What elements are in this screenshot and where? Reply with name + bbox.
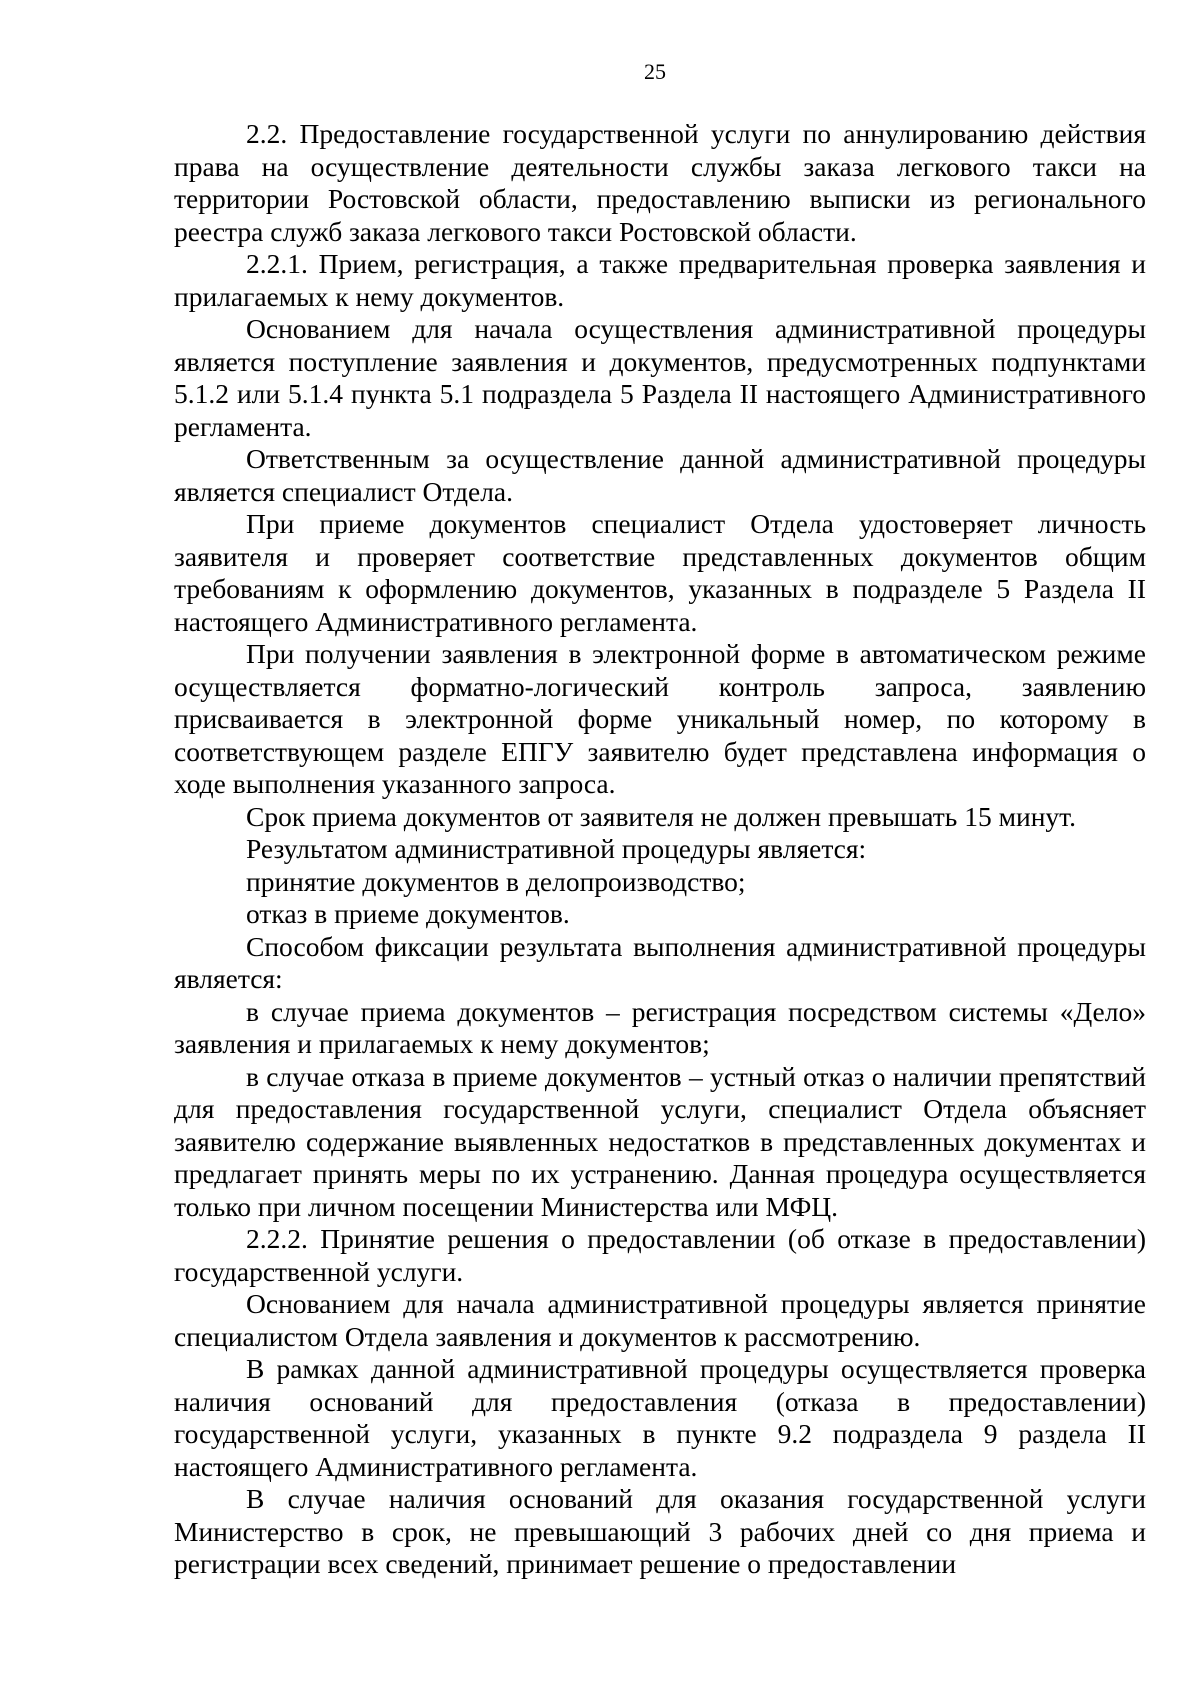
paragraph-2-2-1-heading: 2.2.1. Прием, регистрация, а также предварительная проверка заявления и прилагаемых к нему документов.: [174, 248, 1146, 312]
paragraph: В случае наличия оснований для оказания государственной услуги Министерство в срок, не превышающий 3 рабочих дней со дня приема и регистрации всех сведений, принимает решение о предоставлении: [174, 1483, 1146, 1579]
document-body: [174, 118, 1146, 1581]
paragraph: Способом фиксации результата выполнения административной процедуры является:: [174, 930, 1146, 994]
list-item: принятие документов в делопроизводство;: [246, 865, 746, 897]
paragraph: При получении заявления в электронной форме в автоматическом режиме осуществляется форматно-логический контроль запроса, заявлению присваивается в электронной форме уникальный номер, по которому в соответствующем разделе ЕПГУ заявителю будет представлена информация о ходе выполнения указанного запроса.: [174, 638, 1146, 799]
page-number: 25: [644, 59, 666, 84]
paragraph: В рамках данной административной процедуры осуществляется проверка наличия оснований для предоставления (отказа в предоставлении) государственной услуги, указанных в пункте 9.2 подраздела 9 раздела II настоящего Административного регламента.: [174, 1353, 1146, 1482]
paragraph-2-2-2-heading: 2.2.2. Принятие решения о предоставлении (об отказе в предоставлении) государственной услуги.: [174, 1223, 1146, 1287]
paragraph: Срок приема документов от заявителя не должен превышать 15 минут.: [246, 800, 1076, 832]
paragraph: Основанием для начала административной процедуры является принятие специалистом Отдела заявления и документов к рассмотрению.: [174, 1288, 1146, 1352]
list-item: отказ в приеме документов.: [246, 898, 570, 929]
paragraph: в случае приема документов – регистрация посредством системы «Дело» заявления и прилагаемых к нему документов;: [174, 995, 1146, 1059]
paragraph: в случае отказа в приеме документов – устный отказ о наличии препятствий для предоставления государственной услуги, специалист Отдела объясняет заявителю содержание выявленных недостатков в представленных документах и предлагает принять меры по их устранению. Данная процедура осуществляется только при личном посещении Министерства или МФЦ.: [174, 1060, 1146, 1222]
paragraph: Основанием для начала осуществления административной процедуры является поступление заявления и документов, предусмотренных подпунктами 5.1.2 или 5.1.4 пункта 5.1 подраздела 5 Раздела II настоящего Административного регламента.: [174, 313, 1146, 442]
paragraph: Результатом административной процедуры является:: [246, 833, 867, 864]
paragraph: При приеме документов специалист Отдела удостоверяет личность заявителя и проверяет соответствие представленных документов общим требованиям к оформлению документов, указанных в подразделе 5 Раздела II настоящего Административного регламента.: [174, 508, 1146, 637]
paragraph: Ответственным за осуществление данной административной процедуры является специалист Отдела.: [174, 443, 1146, 507]
paragraph-2-2-heading: 2.2. Предоставление государственной услуги по аннулированию действия права на осуществление деятельности службы заказа легкового такси на территории Ростовской области, предоставлению выписки из регионального реестра служб заказа легкового такси Ростовской области.: [174, 118, 1146, 247]
